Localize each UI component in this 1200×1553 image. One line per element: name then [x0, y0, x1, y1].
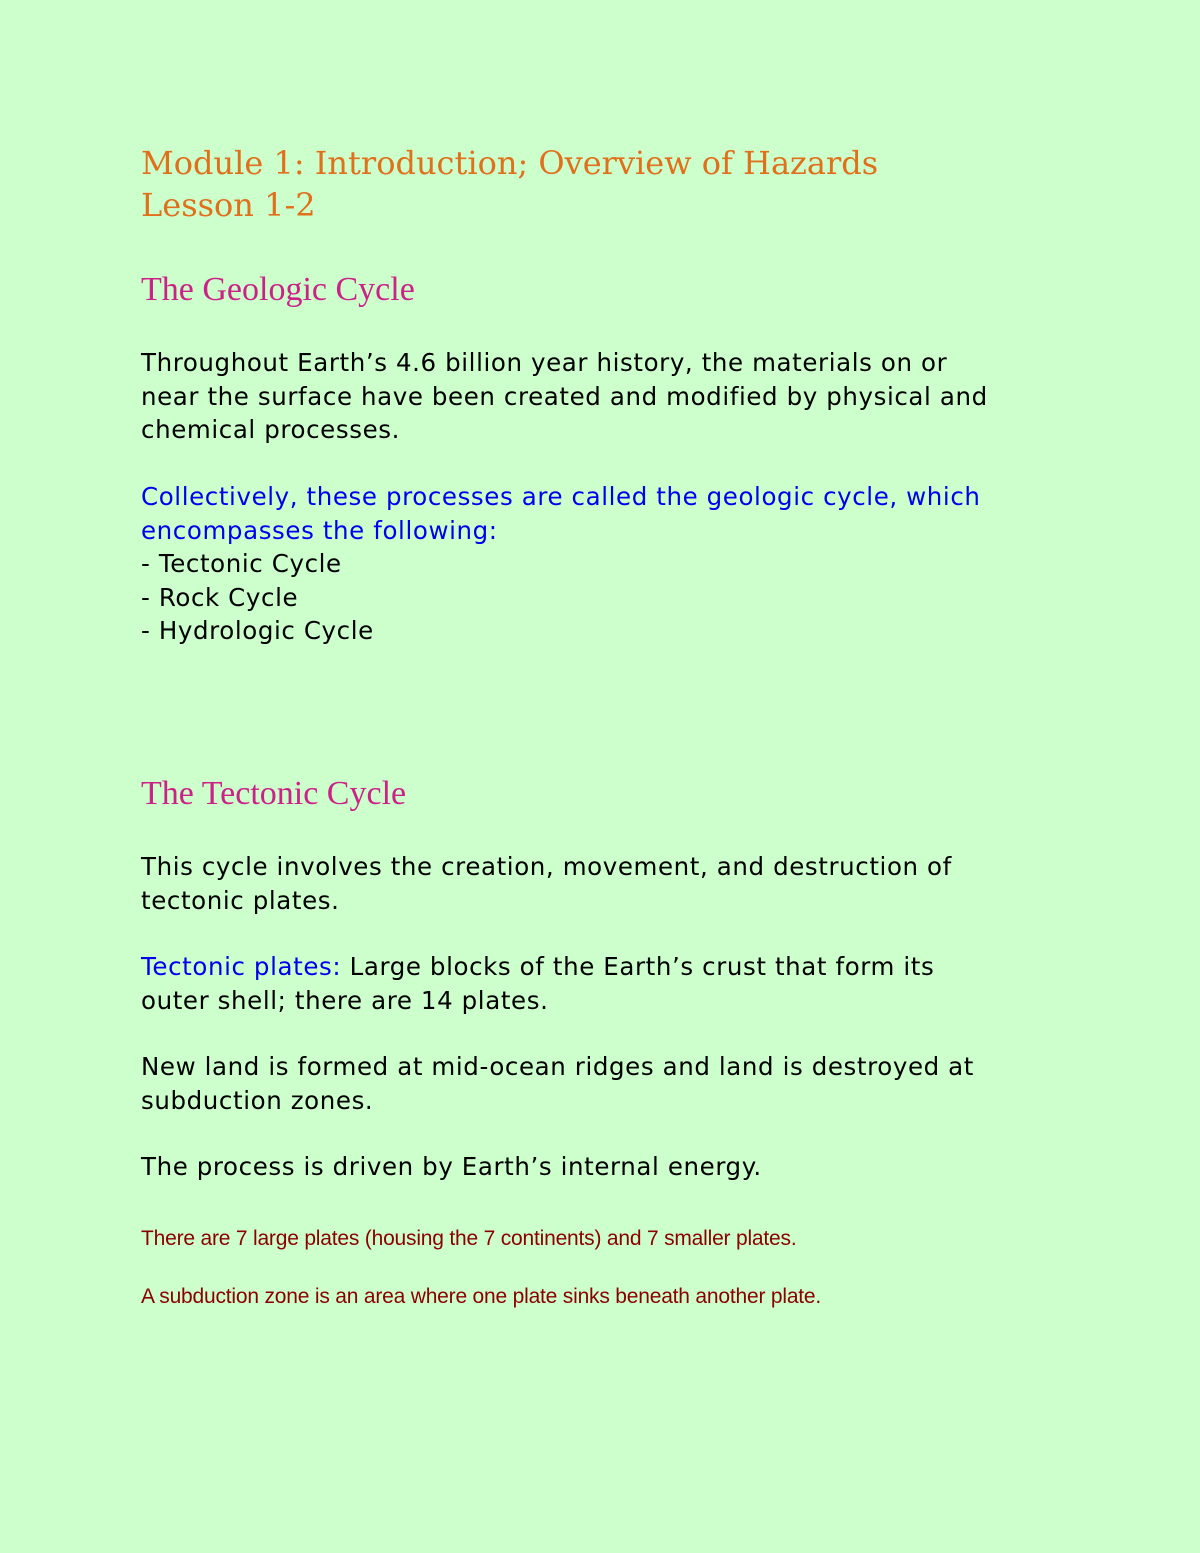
- list-item-tectonic-cycle: - Tectonic Cycle: [141, 549, 342, 578]
- geologic-cycle-components: [141, 480, 981, 648]
- tectonic-plates-definition: [141, 950, 934, 1017]
- land-formation-paragraph: [141, 1050, 974, 1117]
- geologic-intro-paragraph: [141, 346, 988, 447]
- paragraph-line: subduction zones.: [141, 1085, 374, 1115]
- note-subduction-zone: A subduction zone is an area where one plate sinks beneath another plate.: [141, 1285, 822, 1308]
- heading-tectonic-cycle: The Tectonic Cycle: [141, 775, 407, 812]
- list-item-hydrologic-cycle: - Hydrologic Cycle: [141, 616, 374, 645]
- definition-text: Large blocks of the Earth’s crust that form its: [341, 952, 935, 981]
- module-title: [141, 142, 878, 226]
- paragraph-line: Throughout Earth’s 4.6 billion year history, the materials on or: [141, 348, 948, 377]
- module-title-line: Module 1: Introduction; Overview of Hazards: [141, 144, 879, 182]
- list-item-rock-cycle: - Rock Cycle: [141, 582, 299, 612]
- paragraph-line: tectonic plates.: [141, 885, 340, 915]
- paragraph-line: chemical processes.: [141, 415, 400, 444]
- definition-line: [141, 950, 934, 984]
- paragraph-line: New land is formed at mid-ocean ridges and land is destroyed at: [141, 1052, 974, 1081]
- heading-geologic-cycle: The Geologic Cycle: [141, 271, 415, 308]
- definition-term: Tectonic plates:: [141, 952, 342, 981]
- collective-line: encompasses the following:: [141, 515, 498, 545]
- tectonic-intro-paragraph: [141, 850, 952, 917]
- internal-energy-paragraph: The process is driven by Earth’s internal energy.: [141, 1152, 762, 1181]
- collective-line: Collectively, these processes are called the geologic cycle, which: [141, 482, 981, 511]
- note-plate-count: There are 7 large plates (housing the 7 continents) and 7 smaller plates.: [141, 1227, 797, 1250]
- definition-line: outer shell; there are 14 plates.: [141, 985, 549, 1015]
- paragraph-line: near the surface have been created and modified by physical and: [141, 381, 988, 411]
- paragraph-line: This cycle involves the creation, movement, and destruction of: [141, 852, 952, 881]
- lesson-title-line: Lesson 1-2: [141, 186, 316, 224]
